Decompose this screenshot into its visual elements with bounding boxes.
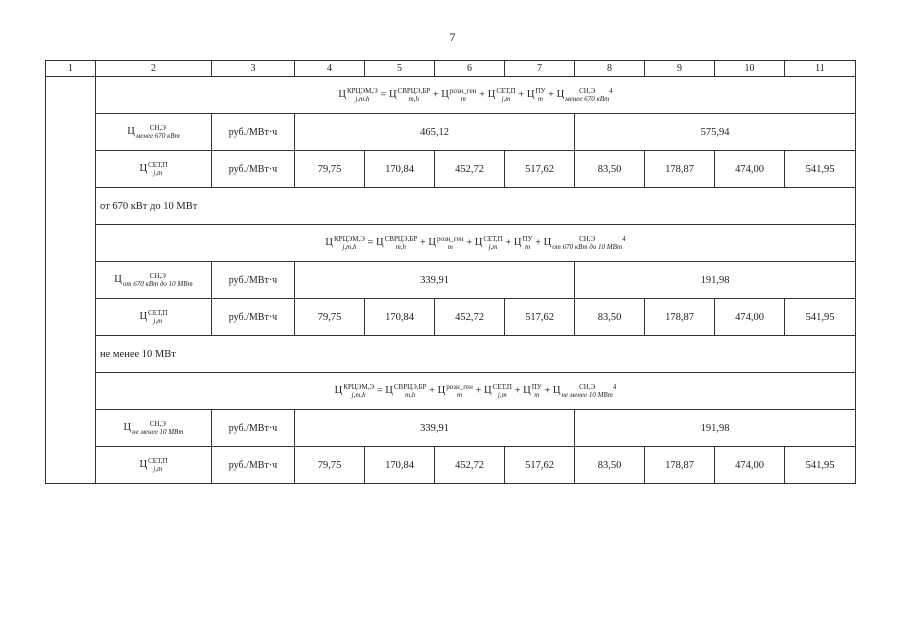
value-cell: 79,75 — [295, 151, 365, 188]
header-cell: 7 — [505, 61, 575, 77]
tariff-symbol: Ц СЕТ,П j,m — [474, 235, 503, 251]
value-cell: 575,94 — [575, 114, 856, 151]
section-title: от 670 кВт до 10 МВт — [96, 188, 856, 225]
tariff-symbol: Ц ПУ m — [526, 87, 546, 103]
row-label — [96, 262, 212, 299]
value-cell: 191,98 — [575, 262, 856, 299]
value-cell: 170,84 — [365, 299, 435, 336]
sn-row — [46, 410, 856, 447]
value-cell: 517,62 — [505, 299, 575, 336]
value-cell: 452,72 — [435, 151, 505, 188]
tariff-symbol: Ц КРЦЭМ,Э j,m,h — [338, 87, 378, 103]
tariff-symbol: Ц розн_ген m — [428, 235, 464, 251]
section-row — [46, 188, 856, 225]
row-label — [96, 114, 212, 151]
section-row — [46, 336, 856, 373]
footnote-mark: 4 — [609, 86, 613, 95]
header-cell: 10 — [715, 61, 785, 77]
value-cell: 465,12 — [295, 114, 575, 151]
unit-cell: руб./МВт·ч — [212, 299, 295, 336]
value-cell: 474,00 — [715, 151, 785, 188]
row-label — [96, 447, 212, 484]
unit-cell: руб./МВт·ч — [212, 410, 295, 447]
tariff-table — [45, 60, 856, 484]
footnote-mark: 4 — [612, 382, 617, 391]
value-cell: 83,50 — [575, 447, 645, 484]
value-cell: 452,72 — [435, 299, 505, 336]
value-cell: 339,91 — [295, 262, 575, 299]
header-cell: 6 — [435, 61, 505, 77]
tariff-symbol: Ц СЕТ,П j,m — [139, 309, 168, 325]
page-number: 7 — [449, 30, 456, 44]
header-cell: 9 — [645, 61, 715, 77]
unit-cell: руб./МВт·ч — [212, 114, 295, 151]
tariff-symbol: Ц СН,Э от 670 кВт до 10 МВт — [114, 272, 193, 288]
row-label — [96, 299, 212, 336]
unit-cell: руб./МВт·ч — [212, 447, 295, 484]
tariff-symbol: Ц СН,Э не менее 10 МВт — [552, 383, 613, 399]
section-title: не менее 10 МВт — [96, 336, 856, 373]
header-cell: 11 — [785, 61, 856, 77]
tariff-symbol: Ц СЕТ,П j,m — [484, 383, 512, 399]
value-cell: 541,95 — [785, 299, 856, 336]
header-cell: 1 — [46, 61, 96, 77]
tariff-symbol: Ц СН,Э от 670 кВт до 10 МВт — [543, 235, 623, 251]
value-cell: 83,50 — [575, 299, 645, 336]
row-label — [96, 410, 212, 447]
value-cell: 474,00 — [715, 447, 785, 484]
row-group-cell — [46, 77, 96, 484]
header-row — [46, 61, 856, 77]
tariff-symbol: Ц СЕТ,П j,m — [139, 457, 168, 473]
row-label — [96, 151, 212, 188]
value-cell: 83,50 — [575, 151, 645, 188]
sn-row — [46, 114, 856, 151]
formula-cell: Ц КРЦЭМ,Э j,m,h = Ц СВРЦЭ,БР m,h + Ц розн_ген m + Ц СЕТ,П j,m + Ц ПУ m + Ц СН,Э не менее 10 МВт $^4$ — [96, 373, 856, 410]
tariff-symbol: Ц СЕТ,П j,m — [139, 161, 168, 177]
value-cell: 339,91 — [295, 410, 575, 447]
header-cell: 5 — [365, 61, 435, 77]
header-cell: 8 — [575, 61, 645, 77]
value-cell: 170,84 — [365, 151, 435, 188]
value-cell: 474,00 — [715, 299, 785, 336]
footnote-mark: 4 — [622, 234, 626, 243]
value-cell: 170,84 — [365, 447, 435, 484]
tariff-symbol: Ц КРЦЭМ,Э j,m,h — [334, 383, 375, 399]
tariff-symbol: Ц розн_ген m — [441, 87, 477, 103]
tariff-symbol: Ц СН,Э менее 670 кВт — [556, 87, 610, 103]
tariff-symbol: Ц розн_ген m — [437, 383, 473, 399]
value-cell: 178,87 — [645, 447, 715, 484]
value-cell: 79,75 — [295, 447, 365, 484]
value-cell: 191,98 — [575, 410, 856, 447]
value-cell: 541,95 — [785, 447, 856, 484]
set-row — [46, 151, 856, 188]
sn-row — [46, 262, 856, 299]
value-cell: 79,75 — [295, 299, 365, 336]
tariff-symbol: Ц СЕТ,П j,m — [487, 87, 516, 103]
set-row — [46, 447, 856, 484]
header-cell: 4 — [295, 61, 365, 77]
tariff-symbol: Ц СН,Э не менее 10 МВт — [123, 420, 184, 436]
unit-cell: руб./МВт·ч — [212, 151, 295, 188]
value-cell: 178,87 — [645, 299, 715, 336]
value-cell: 541,95 — [785, 151, 856, 188]
value-cell: 452,72 — [435, 447, 505, 484]
set-row — [46, 299, 856, 336]
header-cell: 3 — [212, 61, 295, 77]
tariff-symbol: Ц СВРЦЭ,БР m,h — [376, 235, 418, 251]
formula-row — [46, 77, 856, 114]
formula-row — [46, 225, 856, 262]
value-cell: 517,62 — [505, 151, 575, 188]
tariff-symbol: Ц ПУ m — [523, 383, 542, 399]
formula-row — [46, 373, 856, 410]
tariff-symbol: Ц СВРЦЭ,БР m,h — [385, 383, 427, 399]
formula-cell: Ц КРЦЭМ,Э j,m,h = Ц СВРЦЭ,БР m,h + Ц розн_ген m + Ц СЕТ,П j,m + Ц ПУ m + Ц СН,Э от 670 кВт до 10 МВт $^4$ — [96, 225, 856, 262]
tariff-symbol: Ц СВРЦЭ,БР m,h — [388, 87, 431, 103]
unit-cell: руб./МВт·ч — [212, 262, 295, 299]
value-cell: 517,62 — [505, 447, 575, 484]
value-cell: 178,87 — [645, 151, 715, 188]
tariff-symbol: Ц КРЦЭМ,Э j,m,h — [325, 235, 365, 251]
header-cell: 2 — [96, 61, 212, 77]
formula-cell: Ц КРЦЭМ,Э j,m,h = Ц СВРЦЭ,БР m,h + Ц розн_ген m + Ц СЕТ,П j,m + Ц ПУ m + Ц СН,Э менее 670 кВт $^4$ — [96, 77, 856, 114]
tariff-symbol: Ц ПУ m — [513, 235, 533, 251]
tariff-symbol: Ц СН,Э менее 670 кВт — [127, 124, 180, 140]
